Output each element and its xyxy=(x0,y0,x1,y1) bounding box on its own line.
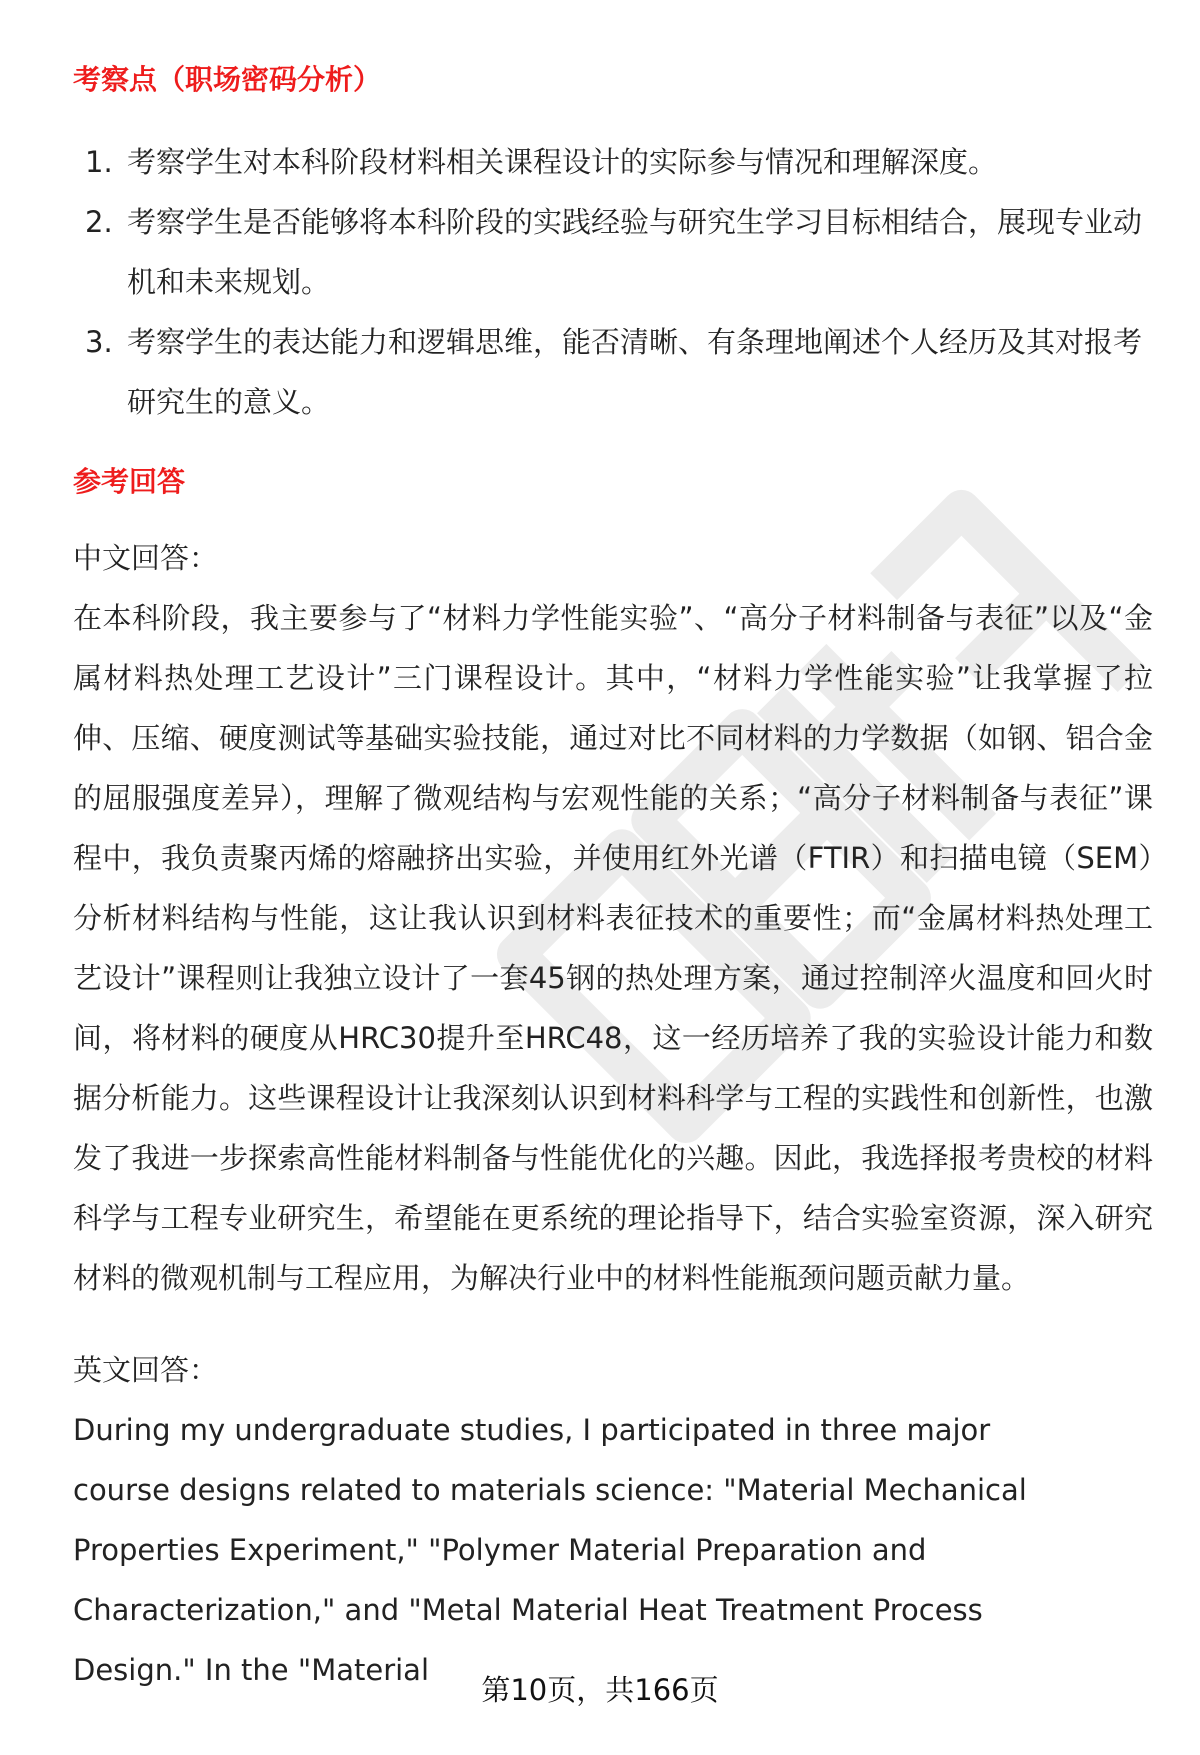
list-item-number: 1. xyxy=(85,145,113,179)
list-item xyxy=(73,192,1153,312)
examination-list xyxy=(73,132,1153,432)
english-answer-label: 英文回答： xyxy=(73,1353,219,1387)
page-number: 第10页，共166页 xyxy=(481,1673,719,1707)
list-item-text: 考察学生的表达能力和逻辑思维，能否清晰、有条理地阐述个人经历及其对报考研究生的意义。 xyxy=(127,325,1143,419)
english-answer-text: During my undergraduate studies, I participated in three major course designs related to materials science: "Material Mechanical Properties Experiment," "Polymer Material Preparation and Characterization," and "Metal Material Heat Treatment Process Design." In the "Material xyxy=(73,1413,1027,1687)
list-item-number: 3. xyxy=(85,325,113,359)
chinese-answer-label: 中文回答： xyxy=(73,541,219,575)
list-item-number: 2. xyxy=(85,205,113,239)
examination-title: 考察点（职场密码分析） xyxy=(73,63,382,96)
document-body xyxy=(73,58,1153,1700)
list-item xyxy=(73,132,1153,192)
chinese-answer-text: 在本科阶段，我主要参与了“材料力学性能实验”、“高分子材料制备与表征”以及“金属材料热处理工艺设计”三门课程设计。其中，“材料力学性能实验”让我掌握了拉伸、压缩、硬度测试等基础实验技能，通过对比不同材料的力学数据（如钢、铝合金的屈服强度差异），理解了微观结构与宏观性能的关系；“高分子材料制备与表征”课程中，我负责聚丙烯的熔融挤出实验，并使用红外光谱（FTIR）和扫描电镜（SEM）分析材料结构与性能，这让我认识到材料表征技术的重要性；而“金属材料热处理工艺设计”课程则让我独立设计了一套45钢的热处理方案，通过控制淬火温度和回火时间，将材料的硬度从HRC30提升至HRC48，这一经历培养了我的实验设计能力和数据分析能力。这些课程设计让我深刻认识到材料科学与工程的实践性和创新性，也激发了我进一步探索高性能材料制备与性能优化的兴趣。因此，我选择报考贵校的材料科学与工程专业研究生，希望能在更系统的理论指导下，结合实验室资源，深入研究材料的微观机制与工程应用，为解决行业中的材料性能瓶颈问题贡献力量。 xyxy=(73,601,1153,1295)
list-item-text: 考察学生对本科阶段材料相关课程设计的实际参与情况和理解深度。 xyxy=(127,145,998,179)
list-item-text: 考察学生是否能够将本科阶段的实践经验与研究生学习目标相结合，展现专业动机和未来规划。 xyxy=(127,205,1143,299)
list-item xyxy=(73,312,1153,432)
reference-answer-title: 参考回答 xyxy=(73,465,186,498)
